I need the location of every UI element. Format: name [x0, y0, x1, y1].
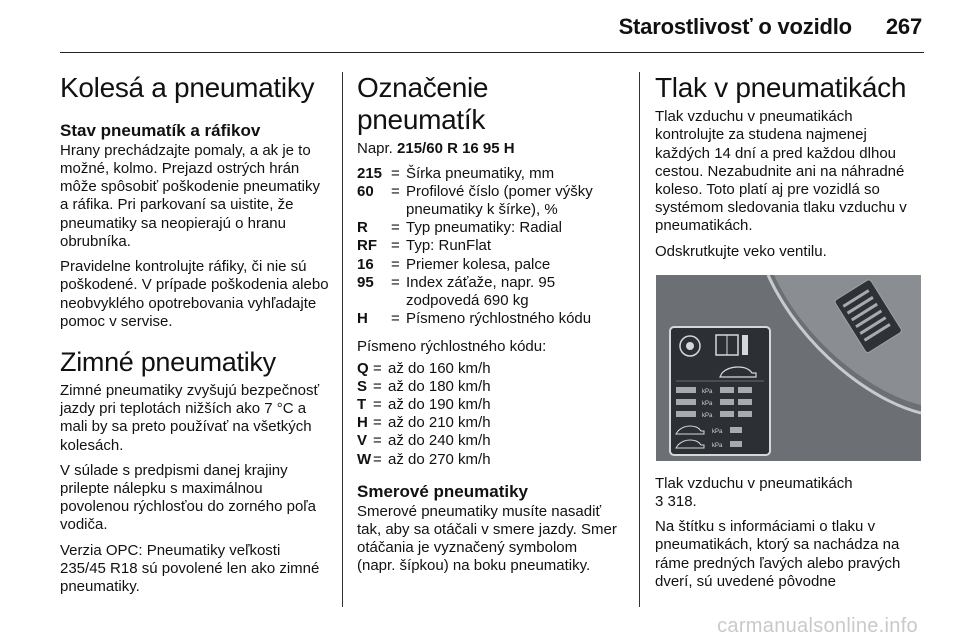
definition-row: 60 = Profilové číslo (pomer výšky pneumatiky k šírke), %	[357, 182, 593, 218]
svg-text:kPa: kPa	[702, 400, 713, 407]
column-divider-1	[342, 72, 343, 607]
subheading-condition: Stav pneumatík a ráfikov	[60, 121, 261, 141]
header-title: Starostlivosť o vozidlo	[618, 14, 852, 39]
kpa-label: kPa	[702, 388, 713, 395]
paragraph: Hrany prechádzajte pomaly, a ak je to možné, kolmo. Prejazd ostrých hrán môže spôsobiť poškodenie pneumatiky a ráfika. Pri parkovaní sa uistite, že pneumatiky sa neopierajú o hranu obrubníka.	[60, 141, 320, 250]
speed-row: S = až do 180 km/h	[357, 377, 491, 395]
definition-row: 16 = Priemer kolesa, palce	[357, 255, 551, 273]
paragraph: Odskrutkujte veko ventilu.	[655, 242, 827, 260]
paragraph: Verzia OPC: Pneumatiky veľkosti 235/45 R18 sú povolené len ako zimné pneumatiky.	[60, 541, 320, 595]
svg-text:kPa: kPa	[702, 412, 713, 419]
definition-row: RF = Typ: RunFlat	[357, 237, 492, 255]
paragraph: Smerové pneumatiky musíte nasadiť tak, aby sa otáčali v smere jazdy. Smer otáčania je vyznačený symbolom (napr. šípkou) na boku pneumatiky.	[357, 502, 617, 575]
paragraph: Zimné pneumatiky zvyšujú bezpečnosť jazdy pri teplotách nižších ako 7 °C a mali by sa preto používať na všetkých kolesách.	[60, 381, 320, 454]
watermark: carmanualsonline.info	[717, 615, 918, 637]
speed-row: V = až do 240 km/h	[357, 432, 491, 450]
page-header	[619, 14, 922, 40]
definition-row: 95 = Index záťaže, napr. 95 zodpovedá 690 kg	[357, 273, 556, 309]
definition-row: 215 = Šírka pneumatiky, mm	[357, 164, 555, 182]
subheading-directional: Smerové pneumatiky	[357, 481, 529, 501]
paragraph: Tlak vzduchu v pneumatikách kontrolujte za studena najmenej každých 14 dní a pred každou dlhou cestou. Nezabudnite ani na náhradné koleso. Toto platí aj pre vozidlá so systémom sledovania tlaku vzduchu v pneumatikách.	[655, 108, 907, 235]
speed-row: W = až do 270 km/h	[357, 450, 491, 468]
section-title-winter: Zimné pneumatiky	[60, 346, 276, 377]
section-title-wheels: Kolesá a pneumatiky	[60, 72, 315, 103]
speed-row: T = až do 190 km/h	[357, 396, 491, 414]
paragraph: Pravidelne kontrolujte ráfiky, či nie sú poškodené. V prípade poškodenia alebo neobvyklého opotrebovania vyhľadajte pomoc v servise.	[60, 258, 329, 330]
section-title-marking: Označenie pneumatík	[357, 72, 489, 136]
speed-row: Q = až do 160 km/h	[357, 359, 491, 377]
column-divider-2	[639, 72, 640, 607]
speed-list	[357, 360, 617, 469]
svg-text:kPa: kPa	[712, 428, 723, 435]
paragraph: Na štítku s informáciami o tlaku v pneumatikách, ktorý sa nachádza na ráme predných ľavých alebo pravých dverí, sú uvedené pôvodne	[655, 518, 901, 590]
definition-list	[357, 165, 617, 329]
door-frame-illustration	[656, 275, 921, 461]
paragraph: Tlak vzduchu v pneumatikách	[655, 474, 853, 492]
column-1	[60, 72, 330, 603]
speed-row: H = až do 210 km/h	[357, 414, 491, 432]
header-divider	[60, 52, 924, 53]
tire-pressure-label-photo	[656, 275, 921, 461]
page-reference-text: 3 318.	[655, 493, 697, 511]
example-line	[357, 140, 617, 158]
column-3	[655, 72, 925, 598]
page-number: 267	[885, 14, 922, 39]
svg-text:kPa: kPa	[712, 442, 723, 449]
column-2	[357, 72, 617, 582]
example-prefix: Napr.	[357, 140, 393, 158]
definition-row: R = Typ pneumatiky: Radial	[357, 219, 562, 237]
speed-intro: Písmeno rýchlostného kódu:	[357, 338, 547, 356]
section-title-pressure: Tlak v pneumatikách	[655, 72, 907, 103]
pressure-label-enlarged	[670, 327, 770, 455]
paragraph: V súlade s predpismi danej krajiny prilepte nálepku s maximálnou povolenou rýchlosťou do zorného poľa vodiča.	[60, 461, 317, 534]
definition-row: H = Písmeno rýchlostného kódu	[357, 310, 592, 328]
example-value: 215/60 R 16 95 H	[397, 140, 515, 158]
page-reference	[655, 493, 925, 511]
